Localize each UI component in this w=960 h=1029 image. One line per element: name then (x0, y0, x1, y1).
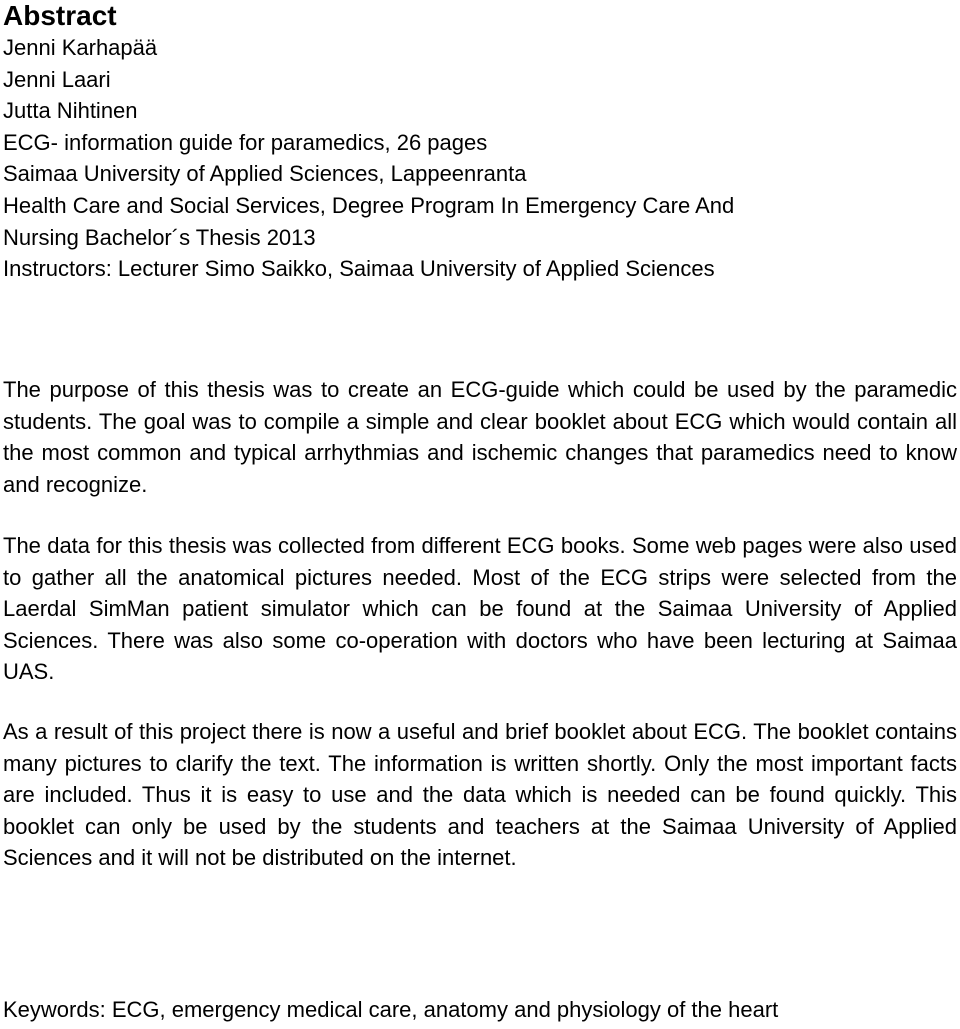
instructors: Instructors: Lecturer Simo Saikko, Saimaa University of Applied Sciences (3, 256, 715, 282)
abstract-paragraph-result: As a result of this project there is now a useful and brief booklet about ECG. The booklet contains many pictures to clarify the text. The information is written shortly. Only the most important facts are included. Thus it is easy to use and the data which is needed can be found quickly. This booklet can only be used by the students and teachers at the Saimaa University of Applied Sciences and it will not be distributed on the internet. (3, 719, 957, 871)
abstract-paragraph-data: The data for this thesis was collected from different ECG books. Some web pages were also used to gather all the anatomical pictures needed. Most of the ECG strips were selected from the Laerdal SimMan patient simulator which can be found at the Saimaa University of Applied Sciences. There was also some co-operation with doctors who have been lecturing at Saimaa UAS. (3, 533, 957, 685)
page-title: Abstract (3, 0, 117, 31)
degree-program: Health Care and Social Services, Degree Program In Emergency Care And (3, 192, 735, 218)
thesis-type-year: Nursing Bachelor´s Thesis 2013 (3, 224, 316, 250)
abstract-paragraph-purpose: The purpose of this thesis was to create an ECG-guide which could be used by the paramedic students. The goal was to compile a simple and clear booklet about ECG which would contain all the most common and typical arrhythmias and ischemic changes that paramedics need to know and recognize. (3, 377, 957, 497)
abstract-page (3, 0, 957, 1022)
thesis-metadata (3, 32, 957, 285)
thesis-title: ECG- information guide for paramedics, 26 pages (3, 129, 488, 155)
institution: Saimaa University of Applied Sciences, Lappeenranta (3, 161, 527, 187)
author-3: Jutta Nihtinen (3, 98, 138, 124)
author-2: Jenni Laari (3, 66, 111, 92)
keywords: Keywords: ECG, emergency medical care, anatomy and physiology of the heart (3, 997, 779, 1022)
author-1: Jenni Karhapää (3, 35, 158, 60)
